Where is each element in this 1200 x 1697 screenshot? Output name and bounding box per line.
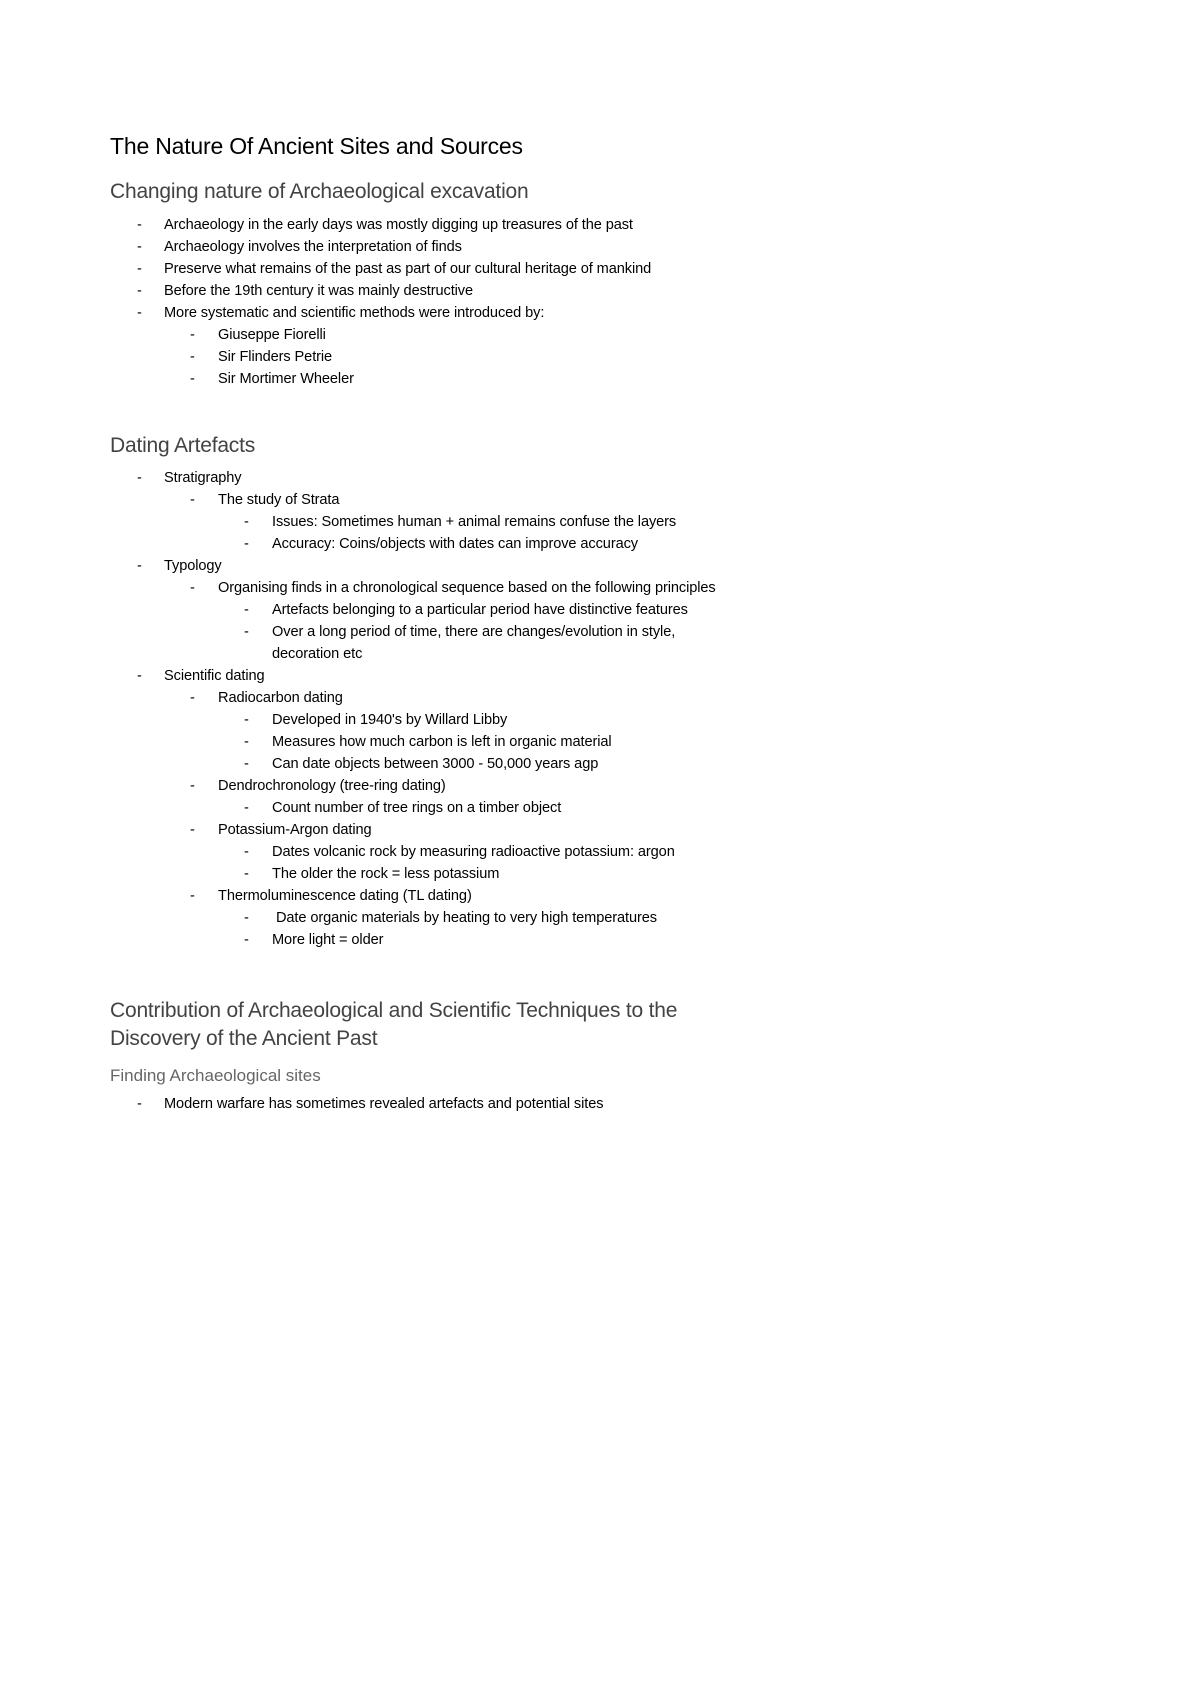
list-item: - Developed in 1940's by Willard Libby [218,709,830,731]
list-item: - Preserve what remains of the past as part of our cultural heritage of mankind [110,258,830,280]
dash-bullet: - [244,514,249,531]
list-item: - Measures how much carbon is left in organic material [218,731,830,753]
dash-bullet: - [190,888,195,905]
section-heading-excavation: Changing nature of Archaeological excavation [110,179,529,203]
list-item: - Scientific dating - Radiocarbon dating - Developed in 1940's by Willard Libby - Measures how much carbon is left in organic material - Can date objects between 3000 - 50,000 years agp - Dendrochronology (tree-ring dating) - Count number of tree rings on a timber object - Potassium-Argon dating - Dates volcanic rock by measuring radioactive potassium: argon - The older the rock = less potassium - Thermoluminescence dating (TL dating) - Date organic materials by heating to very high temperatures - More light = older [110,665,830,951]
dash-bullet: - [190,370,195,387]
dash-bullet: - [190,492,195,509]
dash-bullet: - [190,326,195,343]
finding-sites-list [110,1093,830,1115]
dash-bullet: - [137,282,142,299]
list-item: - The study of Strata - Issues: Sometimes human + animal remains confuse the layers - Accuracy: Coins/objects with dates can improve accuracy [164,489,830,555]
dash-bullet: - [244,932,249,949]
list-item: - Stratigraphy - The study of Strata - Issues: Sometimes human + animal remains confuse the layers - Accuracy: Coins/objects with dates can improve accuracy [110,467,830,555]
list-item: - More light = older [218,929,830,951]
dash-bullet: - [137,1095,142,1112]
dash-bullet: - [190,690,195,707]
dash-bullet: - [244,624,249,641]
sublist [164,489,830,555]
dash-bullet: - [137,304,142,321]
sublist [164,687,830,951]
sublist [218,599,778,665]
list-item: - Issues: Sometimes human + animal remains confuse the layers [218,511,830,533]
document-page [110,132,830,1115]
dash-bullet: - [244,844,249,861]
dash-bullet: - [137,216,142,233]
section-heading-dating: Dating Artefacts [110,433,256,457]
list-item: - Modern warfare has sometimes revealed artefacts and potential sites [110,1093,830,1115]
dash-bullet: - [190,348,195,365]
subheading-finding-sites: Finding Archaeological sites [110,1065,321,1085]
list-item: - Dates volcanic rock by measuring radioactive potassium: argon [218,841,830,863]
sublist [218,797,830,819]
sublist [218,709,830,775]
list-item: - Organising finds in a chronological sequence based on the following principles - Artefacts belonging to a particular period have distinctive features - Over a long period of time, there are changes/evolution in style, decoration etc [164,577,778,665]
dating-list [110,467,830,951]
dash-bullet: - [190,580,195,597]
list-item: - Before the 19th century it was mainly destructive [110,280,830,302]
list-item: - Over a long period of time, there are changes/evolution in style, decoration etc [218,621,712,665]
dash-bullet: - [244,712,249,729]
list-item: - Archaeology involves the interpretation of finds [110,236,830,258]
dash-bullet: - [137,668,142,685]
dash-bullet: - [137,260,142,277]
dash-bullet: - [244,756,249,773]
list-item: - Count number of tree rings on a timber object [218,797,830,819]
dash-bullet: - [190,822,195,839]
list-item: - Artefacts belonging to a particular period have distinctive features [218,599,778,621]
list-item: - Potassium-Argon dating - Dates volcanic rock by measuring radioactive potassium: argon - The older the rock = less potassium [164,819,830,885]
sublist [218,907,830,951]
list-item: - The older the rock = less potassium [218,863,830,885]
sublist [164,577,830,665]
sublist [164,324,830,390]
dash-bullet: - [244,800,249,817]
dash-bullet: - [137,558,142,575]
sublist [218,841,830,885]
dash-bullet: - [244,602,249,619]
dash-bullet: - [137,238,142,255]
list-item: - Radiocarbon dating - Developed in 1940's by Willard Libby - Measures how much carbon is left in organic material - Can date objects between 3000 - 50,000 years agp [164,687,830,775]
dash-bullet: - [244,910,249,927]
list-item: - Dendrochronology (tree-ring dating) - Count number of tree rings on a timber object [164,775,830,819]
list-item: - Thermoluminescence dating (TL dating) - Date organic materials by heating to very high temperatures - More light = older [164,885,830,951]
document-title: The Nature Of Ancient Sites and Sources [110,133,523,159]
sublist [218,511,830,555]
list-item: - Can date objects between 3000 - 50,000 years agp [218,753,830,775]
dash-bullet: - [137,470,142,487]
list-item: - Accuracy: Coins/objects with dates can improve accuracy [218,533,830,555]
list-item: - Sir Mortimer Wheeler [164,368,830,390]
list-item: - Giuseppe Fiorelli [164,324,830,346]
excavation-list [110,214,830,390]
section-heading-contribution: Contribution of Archaeological and Scientific Techniques to the Discovery of the Ancient Past [110,999,678,1051]
dash-bullet: - [244,866,249,883]
dash-bullet: - [190,778,195,795]
dash-bullet: - [244,734,249,751]
list-item: - Date organic materials by heating to very high temperatures [218,907,830,929]
dash-bullet: - [244,536,249,553]
list-item: - More systematic and scientific methods were introduced by: - Giuseppe Fiorelli - Sir Flinders Petrie - Sir Mortimer Wheeler [110,302,830,390]
list-item: - Sir Flinders Petrie [164,346,830,368]
list-item: - Archaeology in the early days was mostly digging up treasures of the past [110,214,830,236]
list-item: - Typology - Organising finds in a chronological sequence based on the following principles - Artefacts belonging to a particular period have distinctive features - Over a long period of time, there are changes/evolution in style, decoration etc [110,555,830,665]
